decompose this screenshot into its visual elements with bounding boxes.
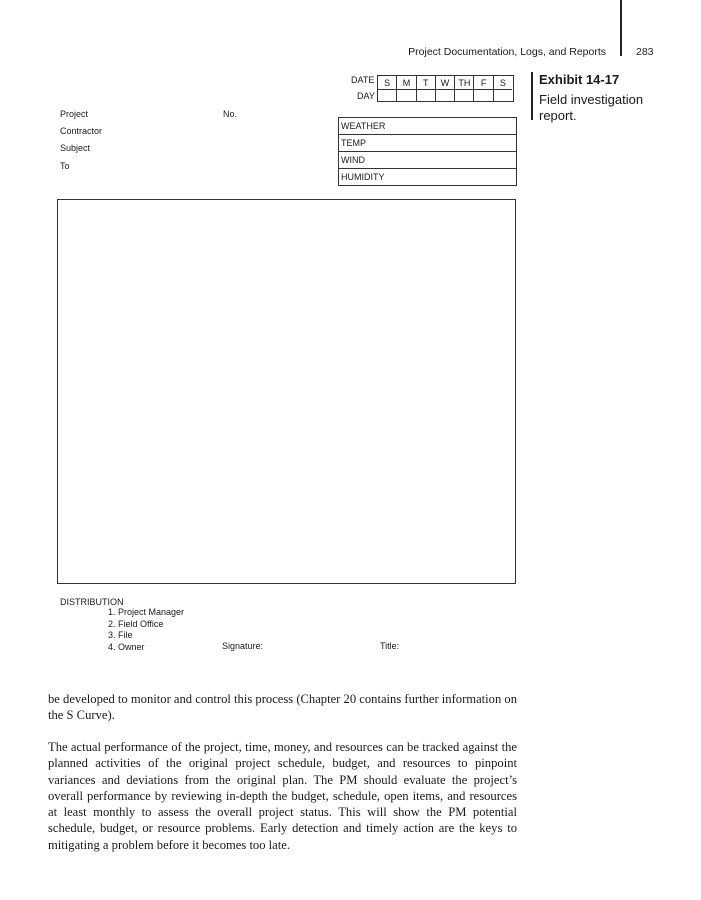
day-column xyxy=(436,76,455,101)
subject-label: Subject xyxy=(60,143,91,153)
day-column xyxy=(455,76,474,101)
day-cell: S xyxy=(494,76,512,90)
header-vertical-rule xyxy=(620,0,622,56)
day-column xyxy=(397,76,416,101)
distribution-item: 4. Owner xyxy=(108,641,145,652)
body-paragraph: be developed to monitor and control this process (Chapter 20 contains further information on the S Curve). xyxy=(48,692,518,723)
page-number: 283 xyxy=(636,46,654,58)
signature-label: Signature: xyxy=(222,641,264,651)
weather-row: WEATHER xyxy=(339,118,516,135)
day-cell: W xyxy=(436,76,454,90)
exhibit-caption: Field investigation report. xyxy=(539,92,644,123)
day-cell: M xyxy=(397,76,415,90)
day-column xyxy=(378,76,397,101)
exhibit-title: Exhibit 14-17 xyxy=(539,72,620,87)
day-cell: T xyxy=(417,76,435,90)
day-cell: F xyxy=(474,76,492,90)
distribution-item: 3. File xyxy=(108,630,133,640)
contractor-label: Contractor xyxy=(60,126,103,136)
day-column xyxy=(417,76,436,101)
number-label: No. xyxy=(223,109,238,119)
conditions-table xyxy=(338,117,517,186)
day-column xyxy=(494,76,513,101)
temp-row: TEMP xyxy=(339,135,516,152)
distribution-item: 1. Project Manager xyxy=(108,607,185,617)
distribution-list xyxy=(108,607,184,653)
project-label: Project xyxy=(60,109,89,119)
day-of-week-grid xyxy=(377,75,514,102)
title-label: Title: xyxy=(380,641,400,651)
running-head-title: Project Documentation, Logs, and Reports xyxy=(408,46,606,58)
day-cell: TH xyxy=(455,76,473,90)
caption-rule xyxy=(531,72,533,120)
humidity-row: HUMIDITY xyxy=(339,169,516,186)
day-cell: S xyxy=(378,76,396,90)
distribution-item: 2. Field Office xyxy=(108,618,164,629)
body-paragraph: The actual performance of the project, time, money, and resources can be tracked against the planned activities of the original project schedule, budget, and resources to pinpoint variances and deviations from the original plan. The PM should evaluate the project’s overall performance by reviewing in-depth the budget, schedule, open items, and resources at least monthly to assess the overall project status. This will show the PM potential schedule, budget, or resource problems. Early detection and timely action are the keys to mitigating a problem before it becomes too late. xyxy=(48,740,517,852)
notes-box xyxy=(57,199,516,584)
day-label: DAY xyxy=(357,91,375,101)
wind-row: WIND xyxy=(339,152,516,169)
date-label: DATE xyxy=(351,75,375,85)
distribution-title: DISTRIBUTION xyxy=(60,597,124,607)
day-column xyxy=(474,76,493,101)
to-label: To xyxy=(60,161,70,171)
